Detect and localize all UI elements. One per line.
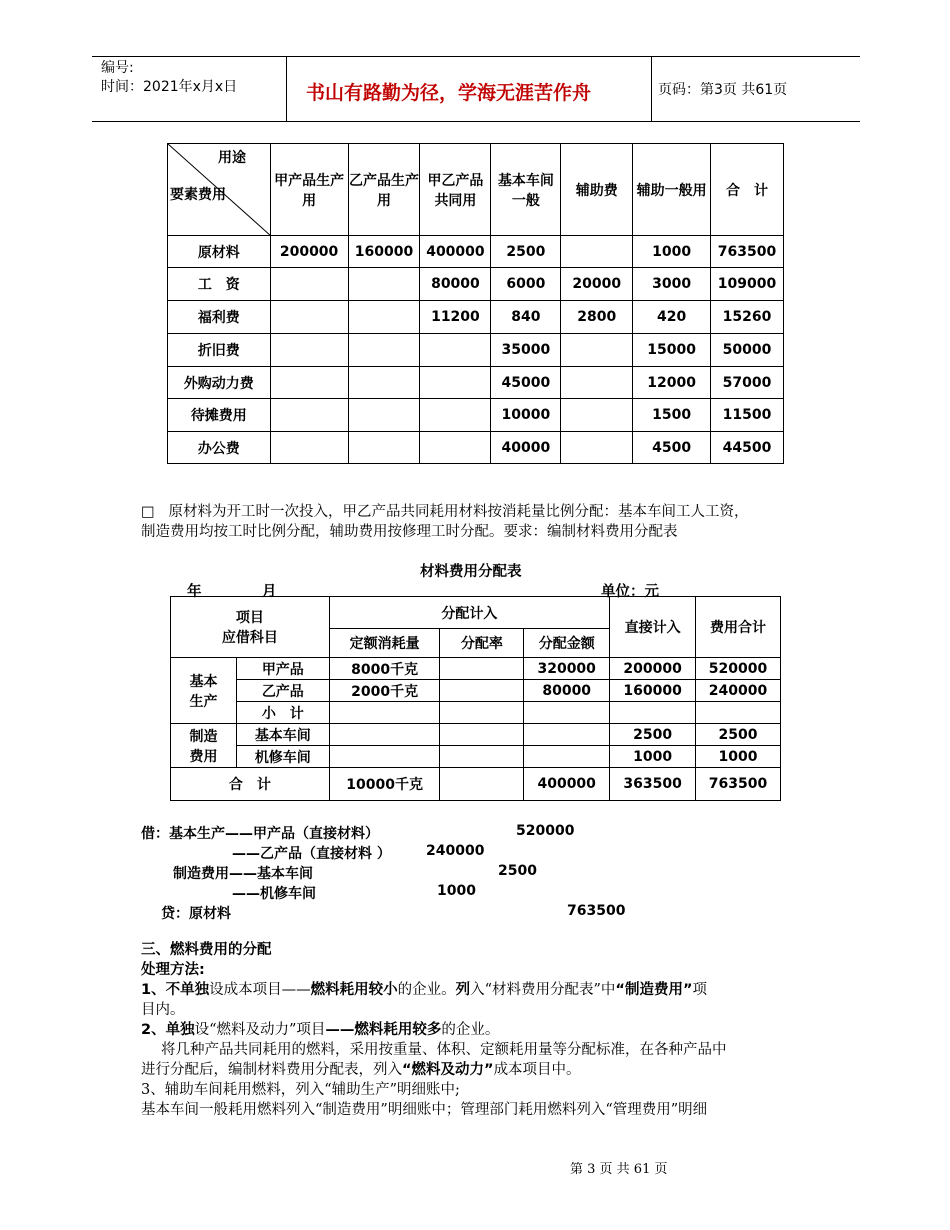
account-header: 应借科目: [221, 630, 278, 646]
cell: 44500: [711, 432, 784, 464]
journal-entry-amount: 520000: [516, 823, 575, 839]
item-header: 项目: [235, 610, 264, 626]
cell: [270, 367, 348, 399]
cell: 15000: [633, 334, 711, 367]
cell: [440, 768, 524, 801]
row-label: 甲产品: [236, 658, 329, 680]
cell: 400000: [524, 768, 610, 801]
cell: [270, 399, 348, 432]
journal-entry-text: ——乙产品（直接材料 ）: [232, 846, 391, 862]
row-label: 外购动力费: [168, 367, 271, 399]
row-label: 原材料: [168, 236, 271, 268]
cell: 10000: [491, 399, 561, 432]
cell: 2000千克: [329, 680, 440, 702]
col-header: 基本车间一般: [491, 144, 561, 236]
cell: 363500: [610, 768, 696, 801]
bullet-icon: □: [141, 504, 155, 520]
col-header: 甲产品生产用: [270, 144, 348, 236]
cell: [348, 432, 420, 464]
cell: [524, 746, 610, 768]
cell: 10000千克: [329, 768, 440, 801]
table-row: [168, 236, 784, 268]
cell: 1000: [696, 746, 781, 768]
section3: [141, 940, 821, 1120]
direct-header: 直接计入: [610, 597, 696, 658]
item2-line2: 将几种产品共同耗用的燃料，采用按重量、体积、定额耗用量等分配标准，在各种产品中: [161, 1042, 727, 1058]
cell: 4500: [633, 432, 711, 464]
table-row-total: [171, 768, 781, 801]
journal-entry-amount: 240000: [426, 843, 485, 859]
journal-entry-text: 贷：原材料: [161, 906, 231, 922]
table-row: [171, 702, 781, 724]
col-header: 甲乙产品共同用: [420, 144, 491, 236]
journal-entry-amount: 763500: [567, 903, 626, 919]
month-label: 月: [262, 584, 277, 600]
journal-entry-amount: 1000: [437, 883, 476, 899]
corner-bottom-label: 要素费用: [170, 187, 226, 203]
corner-top-label: 用途: [218, 150, 246, 166]
amount-header: 分配金额: [524, 629, 610, 658]
cell: 2500: [610, 724, 696, 746]
col-header: 乙产品生产用: [348, 144, 420, 236]
cell: 6000: [491, 268, 561, 301]
unit-label: 单位：元: [601, 584, 659, 600]
cell: [270, 268, 348, 301]
cell: 50000: [711, 334, 784, 367]
cell: 840: [491, 301, 561, 334]
cell: [348, 301, 420, 334]
col-header: 辅助一般用: [633, 144, 711, 236]
row-label: 合 计: [171, 768, 330, 801]
table-row: [171, 680, 781, 702]
page-label: 页码：第3页 共61页: [658, 82, 788, 98]
cell: 8000千克: [329, 658, 440, 680]
row-label: 福利费: [168, 301, 271, 334]
cell: 1000: [633, 236, 711, 268]
cell: 12000: [633, 367, 711, 399]
cell: 1500: [633, 399, 711, 432]
cell: [524, 702, 610, 724]
table-row: [168, 268, 784, 301]
row-label: 工 资: [168, 268, 271, 301]
cell: 57000: [711, 367, 784, 399]
table-row: [168, 432, 784, 464]
cell: 109000: [711, 268, 784, 301]
row-label: 折旧费: [168, 334, 271, 367]
row-label: 办公费: [168, 432, 271, 464]
number-label: 编号:: [101, 60, 134, 76]
cell: 80000: [524, 680, 610, 702]
cell: 763500: [711, 236, 784, 268]
cell: [561, 367, 633, 399]
cell: 763500: [696, 768, 781, 801]
cell: [348, 334, 420, 367]
cell: [270, 432, 348, 464]
cell: 11500: [711, 399, 784, 432]
journal-entry-text: ——机修车间: [232, 886, 316, 902]
cell: [420, 432, 491, 464]
cell: 20000: [561, 268, 633, 301]
cell: [348, 268, 420, 301]
item-account-header: [171, 597, 330, 658]
cell: [561, 236, 633, 268]
row-label: 基本车间: [236, 724, 329, 746]
instruction-line2: 制造费用均按工时比例分配，辅助费用按修理工时分配。要求：编制材料费用分配表: [141, 524, 678, 540]
cell: [561, 432, 633, 464]
cell: [420, 334, 491, 367]
total-header: 费用合计: [696, 597, 781, 658]
cell: 40000: [491, 432, 561, 464]
cell: [610, 702, 696, 724]
row-label: 机修车间: [236, 746, 329, 768]
table-row: [168, 367, 784, 399]
row-label: 乙产品: [236, 680, 329, 702]
cell: [420, 367, 491, 399]
cell: [440, 702, 524, 724]
table-corner-cell: [168, 144, 271, 236]
page-footer: 第 3 页 共 61 页: [570, 1162, 668, 1177]
method-label: 处理方法:: [141, 962, 205, 978]
time-label: 时间：2021年x月x日: [101, 79, 238, 95]
row-label: 待摊费用: [168, 399, 271, 432]
cell: 320000: [524, 658, 610, 680]
cell: 1000: [610, 746, 696, 768]
cell: 45000: [491, 367, 561, 399]
row-label: 小 计: [236, 702, 329, 724]
cell: [561, 399, 633, 432]
cell: [348, 399, 420, 432]
section3-heading: 三、燃料费用的分配: [141, 942, 272, 958]
cell: 160000: [610, 680, 696, 702]
table2-title: 材料费用分配表: [420, 564, 522, 580]
cell: 11200: [420, 301, 491, 334]
group-basic-production: 基本生产: [171, 658, 237, 724]
year-label: 年: [187, 584, 202, 600]
cell: 200000: [270, 236, 348, 268]
item3-line: 3、辅助车间耗用燃料，列入“辅助生产”明细账中;: [141, 1082, 460, 1098]
cell: [329, 724, 440, 746]
item1-line1: 1、不单独设成本项目——燃料耗用较小的企业。列入“材料费用分配表”中“制造费用”项: [141, 982, 707, 998]
expense-element-table: [167, 143, 784, 464]
col-header: 辅助费: [561, 144, 633, 236]
cell: 35000: [491, 334, 561, 367]
cell: [348, 367, 420, 399]
material-allocation-table: [170, 596, 781, 801]
item4-line: 基本车间一般耗用燃料列入“制造费用”明细账中；管理部门耗用燃料列入“管理费用”明细: [141, 1102, 708, 1118]
cell: [270, 334, 348, 367]
cell: 2800: [561, 301, 633, 334]
instruction-line1: 原材料为开工时一次投入，甲乙产品共同耗用材料按消耗量比例分配：基本车间工人工资，: [168, 504, 749, 520]
cell: [329, 702, 440, 724]
cell: 2500: [696, 724, 781, 746]
journal-entry-text: 借：基本生产——甲产品（直接材料）: [141, 826, 379, 842]
cell: 3000: [633, 268, 711, 301]
table-row: [168, 334, 784, 367]
table-row: [171, 746, 781, 768]
journal-entry-amount: 2500: [498, 863, 537, 879]
cell: 2500: [491, 236, 561, 268]
table-row: [171, 724, 781, 746]
col-header: 合 计: [711, 144, 784, 236]
cell: [696, 702, 781, 724]
cell: 420: [633, 301, 711, 334]
cell: [329, 746, 440, 768]
item2-line1: 2、单独设“燃料及动力”项目——燃料耗用较多的企业。: [141, 1022, 500, 1038]
cell: 15260: [711, 301, 784, 334]
item2-line3: 进行分配后，编制材料费用分配表，列入“燃料及动力”成本项目中。: [141, 1062, 581, 1078]
cell: [440, 724, 524, 746]
cell: 240000: [696, 680, 781, 702]
quota-header: 定额消耗量: [329, 629, 440, 658]
cell: 200000: [610, 658, 696, 680]
cell: [270, 301, 348, 334]
allocation-header: 分配计入: [329, 597, 609, 629]
table-row: [168, 301, 784, 334]
cell: 160000: [348, 236, 420, 268]
cell: [440, 658, 524, 680]
cell: [440, 680, 524, 702]
cell: [524, 724, 610, 746]
cell: 400000: [420, 236, 491, 268]
instruction-paragraph: [141, 502, 821, 542]
table-row: [168, 399, 784, 432]
rate-header: 分配率: [440, 629, 524, 658]
group-manufacturing-overhead: 制造费用: [171, 724, 237, 768]
cell: 520000: [696, 658, 781, 680]
cell: [440, 746, 524, 768]
motto: 书山有路勤为径，学海无涯苦作舟: [306, 82, 592, 104]
table-row: [171, 658, 781, 680]
item1-line2: 目内。: [141, 1002, 185, 1018]
journal-entry-text: 制造费用——基本车间: [173, 866, 313, 882]
cell: [420, 399, 491, 432]
cell: 80000: [420, 268, 491, 301]
cell: [561, 334, 633, 367]
